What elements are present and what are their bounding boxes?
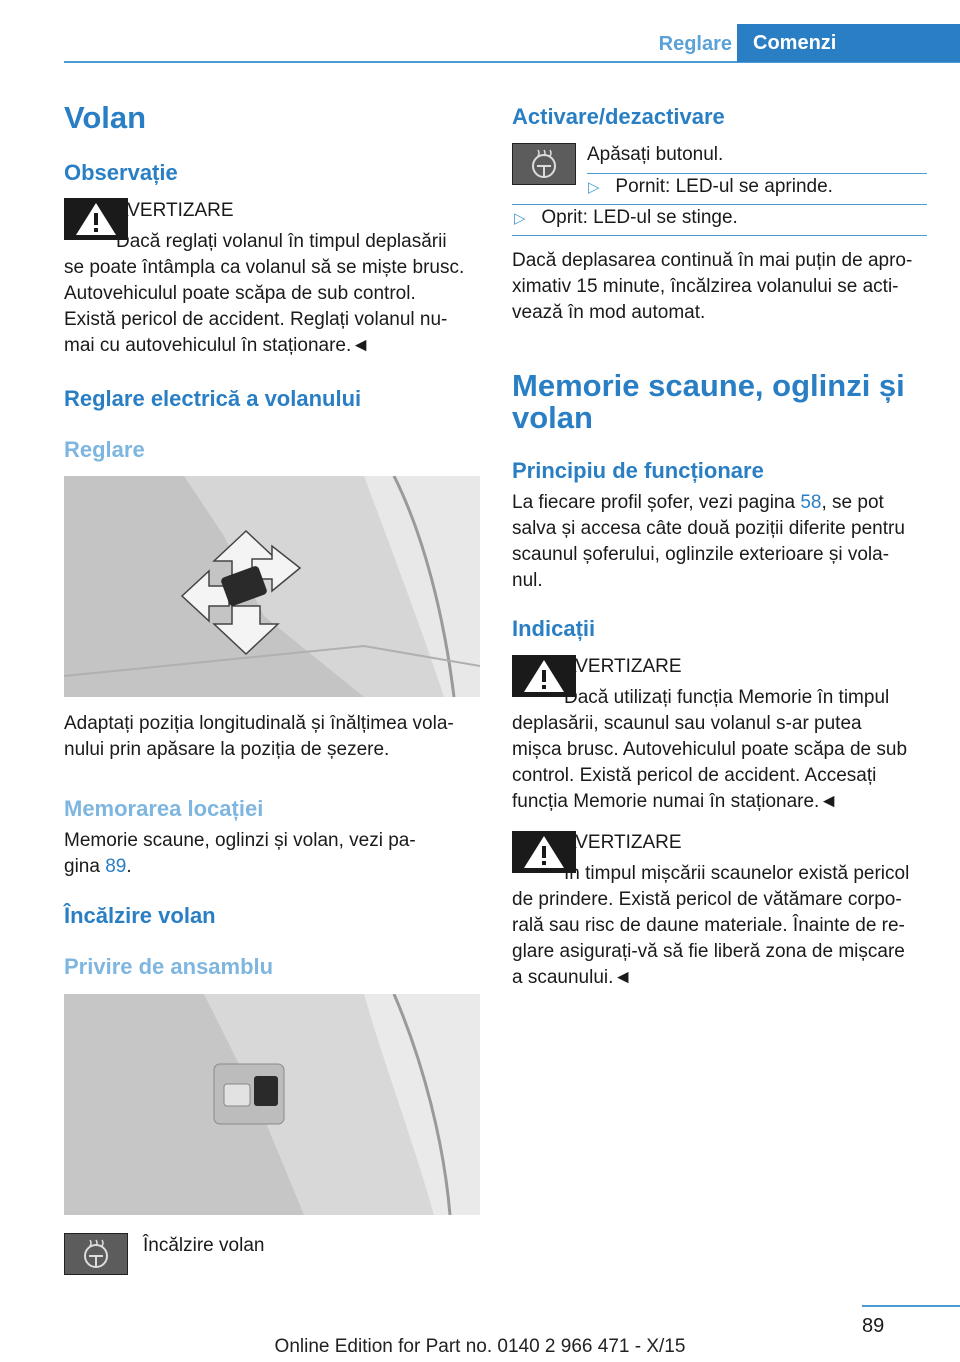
edition-footer: Online Edition for Part no. 0140 2 966 471 - X/15 (274, 1336, 686, 1357)
warning-title-2: AVERTIZARE (564, 656, 682, 677)
off-item: ▷ Oprit: LED-ul se stinge. (514, 207, 738, 228)
warning-text: se poate întâmpla ca volanul să se miște brusc. Autovehiculul poate scăpa de sub control. Există pericol de accident. Reglați volanul nu- mai cu autovehiculul în staționare.◄ (64, 257, 465, 356)
divider (512, 235, 927, 236)
warning-title: AVERTIZARE (116, 200, 234, 221)
heating-button-label: Încălzire volan (143, 1235, 265, 1256)
warning-text-2-first: Dacă utilizați funcția Memorie în timpul (564, 687, 890, 708)
observation-heading: Observație (64, 160, 178, 185)
heating-heading: Încălzire volan (64, 903, 216, 928)
overview-subheading: Privire de ansamblu (64, 954, 274, 979)
warning-text-3-first: În timpul mișcării scaunelor există pericol (564, 863, 910, 884)
memory-text: Memorie scaune, oglinzi și volan, vezi pa- gina 89. (64, 830, 416, 877)
adjust-caption: Adaptați poziția longitudinală și înălțimea vola- nului prin apăsare la poziția de șezere. (64, 713, 454, 760)
principle-heading: Principiu de funcționare (512, 458, 764, 483)
memory-subheading: Memorarea locației (64, 796, 264, 821)
electric-adjust-heading: Reglare electrică a volanului (64, 386, 362, 411)
heating-overview-photo (64, 994, 480, 1215)
warning-title-3: AVERTIZARE (564, 832, 682, 853)
activate-heading: Activare/dezactivare (512, 104, 725, 129)
warning-text-2: deplasării, scaunul sau volanul s-ar putea mișca brusc. Autovehiculul poate scăpa de sub control. Există pericol de accident. Accesați funcția Memorie numai în staționare.◄ (512, 713, 908, 812)
steering-adjust-photo (64, 476, 480, 697)
page-number-rule (862, 1305, 960, 1307)
warning-text-3: de prindere. Există pericol de vătămare corpo- rală sau risc de daune materiale. Înainte de re- glare asigurați-vă să fie liberă zona de mișcare a scaunului.◄ (512, 889, 905, 988)
memory-section-title: Memorie scaune, oglinzi și volan (512, 368, 905, 435)
press-text: Apăsați butonul. (587, 144, 724, 165)
page-link-58[interactable]: 58 (800, 492, 822, 513)
tab-comenzi[interactable]: Comenzi (737, 24, 960, 62)
section-title: Volan (64, 100, 147, 135)
adjust-subheading: Reglare (64, 437, 145, 462)
heating-button-icon (64, 1233, 128, 1275)
page-link-89[interactable]: 89 (105, 856, 127, 877)
principle-text: La fiecare profil șofer, vezi pagina 58, se pot salva și accesa câte două poziții diferite pentru scaunul șoferului, oglinzile exterioare și vola- nul. (512, 492, 905, 591)
tab-reglare[interactable]: Reglare (658, 33, 732, 55)
indications-heading: Indicații (512, 616, 596, 641)
warning-text-first: Dacă reglați volanul în timpul deplasării (116, 231, 447, 252)
auto-text: Dacă deplasarea continuă în mai puțin de apro- ximativ 15 minute, încălzirea volanului se acti- vează în mod automat. (512, 250, 913, 323)
page-number: 89 (862, 1315, 885, 1337)
triangle-icon: ▷ (514, 210, 526, 227)
heating-button-icon-2 (512, 143, 576, 185)
triangle-icon: ▷ (588, 179, 600, 196)
on-item: ▷ Pornit: LED-ul se aprinde. (588, 176, 833, 197)
